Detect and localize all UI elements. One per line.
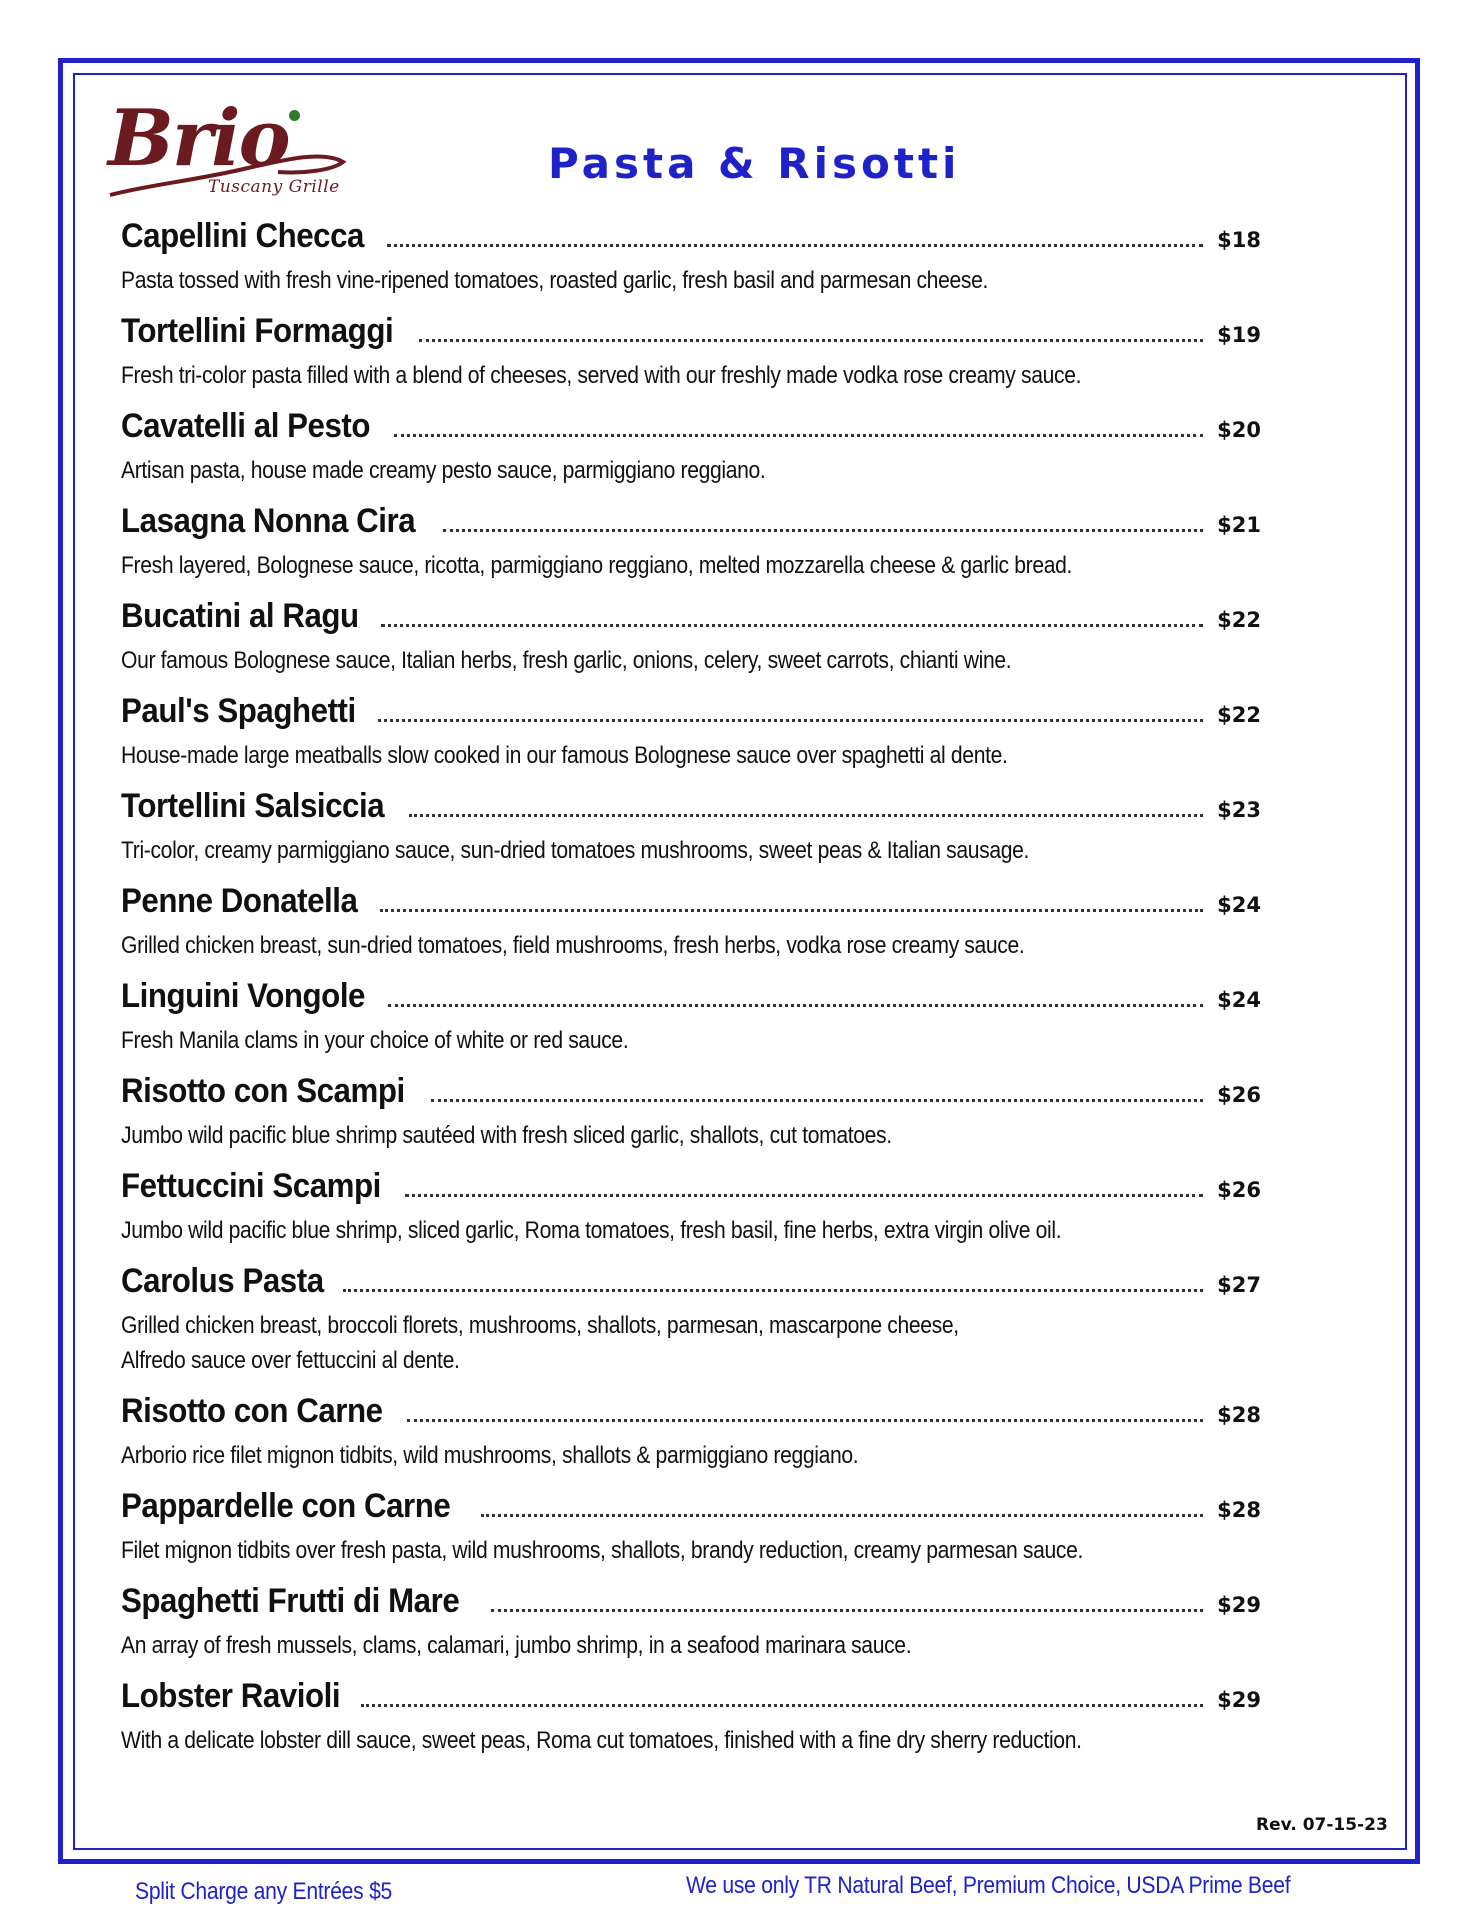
logo-subtitle: Tuscany Grille: [208, 177, 340, 197]
menu-item-header: [121, 882, 1261, 928]
menu-item-header: [121, 1072, 1261, 1118]
menu-item-price: $28: [1217, 1403, 1261, 1427]
brio-logo: [108, 93, 348, 205]
dot-leader: [481, 1514, 1203, 1517]
dot-leader: [387, 244, 1203, 247]
menu-item-price: $22: [1217, 703, 1261, 727]
menu-item-price: $29: [1217, 1688, 1261, 1712]
menu-item-name: Lasagna Nonna Cira: [121, 502, 416, 540]
dot-leader: [378, 719, 1203, 722]
dot-leader: [491, 1609, 1203, 1612]
menu-item-price: $22: [1217, 608, 1261, 632]
dot-leader: [343, 1289, 1203, 1292]
menu-item-price: $27: [1217, 1273, 1261, 1297]
footer-split-charge: Split Charge any Entrées $5: [135, 1878, 393, 1905]
menu-item-price: $23: [1217, 798, 1261, 822]
menu-item-price: $26: [1217, 1178, 1261, 1202]
dot-leader: [361, 1704, 1203, 1707]
menu-item-description: Alfredo sauce over fettuccini al dente.: [121, 1347, 460, 1374]
menu-item-description: Jumbo wild pacific blue shrimp, sliced garlic, Roma tomatoes, fresh basil, fine herbs, extra virgin olive oil.: [121, 1217, 1062, 1244]
menu-item-description: Grilled chicken breast, sun-dried tomatoes, field mushrooms, fresh herbs, vodka rose creamy sauce.: [121, 932, 1025, 959]
menu-item-header: [121, 312, 1261, 358]
menu-item: [121, 692, 1261, 787]
menu-item: [121, 312, 1261, 407]
dot-leader: [388, 1004, 1203, 1007]
menu-item-description: Grilled chicken breast, broccoli florets, mushrooms, shallots, parmesan, mascarpone cheese,: [121, 1312, 959, 1339]
menu-item-description: Fresh Manila clams in your choice of white or red sauce.: [121, 1027, 629, 1054]
menu-item-name: Tortellini Formaggi: [121, 312, 394, 350]
menu-item-header: [121, 1677, 1261, 1723]
menu-item-header: [121, 407, 1261, 453]
menu-item-header: [121, 1487, 1261, 1533]
logo-wordmark: Brio: [108, 93, 289, 184]
menu-item-name: Cavatelli al Pesto: [121, 407, 371, 445]
menu-item-header: [121, 597, 1261, 643]
menu-item-name: Penne Donatella: [121, 882, 358, 920]
menu-item: [121, 787, 1261, 882]
menu-item-name: Capellini Checca: [121, 217, 364, 255]
menu-item-header: [121, 217, 1261, 263]
menu-item-price: $29: [1217, 1593, 1261, 1617]
menu-item-header: [121, 1262, 1261, 1308]
dot-leader: [409, 814, 1203, 817]
menu-item-price: $20: [1217, 418, 1261, 442]
menu-item-header: [121, 787, 1261, 833]
menu-item-name: Risotto con Scampi: [121, 1072, 405, 1110]
menu-item-name: Tortellini Salsiccia: [121, 787, 385, 825]
menu-item-name: Fettuccini Scampi: [121, 1167, 381, 1205]
menu-item-description: Artisan pasta, house made creamy pesto sauce, parmiggiano reggiano.: [121, 457, 766, 484]
menu-item-header: [121, 1167, 1261, 1213]
menu-item: [121, 502, 1261, 597]
menu-item-description: Tri-color, creamy parmiggiano sauce, sun-dried tomatoes mushrooms, sweet peas & Italian sausage.: [121, 837, 1030, 864]
menu-item-description: An array of fresh mussels, clams, calamari, jumbo shrimp, in a seafood marinara sauce.: [121, 1632, 912, 1659]
menu-item-name: Paul's Spaghetti: [121, 692, 356, 730]
menu-item: [121, 1262, 1261, 1392]
menu-item-description: Pasta tossed with fresh vine-ripened tomatoes, roasted garlic, fresh basil and parmesan cheese.: [121, 267, 988, 294]
menu-item-description: Filet mignon tidbits over fresh pasta, wild mushrooms, shallots, brandy reduction, creamy parmesan sauce.: [121, 1537, 1084, 1564]
menu-item: [121, 407, 1261, 502]
menu-item: [121, 1167, 1261, 1262]
footer-beef-note: We use only TR Natural Beef, Premium Choice, USDA Prime Beef: [686, 1872, 1291, 1899]
menu-item: [121, 1582, 1261, 1677]
menu-item-description: Arborio rice filet mignon tidbits, wild mushrooms, shallots & parmiggiano reggiano.: [121, 1442, 859, 1469]
menu-item-name: Spaghetti Frutti di Mare: [121, 1582, 460, 1620]
menu-item-name: Risotto con Carne: [121, 1392, 383, 1430]
dot-leader: [407, 1419, 1203, 1422]
menu-item-description: Fresh tri-color pasta filled with a blend of cheeses, served with our freshly made vodka rose creamy sauce.: [121, 362, 1082, 389]
page-title: Pasta & Risotti: [548, 139, 961, 188]
menu-item-name: Lobster Ravioli: [121, 1677, 341, 1715]
menu-item-header: [121, 1582, 1261, 1628]
menu-list: [121, 217, 1261, 1772]
menu-item-name: Carolus Pasta: [121, 1262, 324, 1300]
dot-leader: [405, 1194, 1203, 1197]
menu-item: [121, 1487, 1261, 1582]
menu-item-header: [121, 1392, 1261, 1438]
dot-leader: [443, 529, 1203, 532]
dot-leader: [381, 624, 1203, 627]
menu-item-description: With a delicate lobster dill sauce, sweet peas, Roma cut tomatoes, finished with a fine dry sherry reduction.: [121, 1727, 1082, 1754]
menu-item-description: Fresh layered, Bolognese sauce, ricotta, parmiggiano reggiano, melted mozzarella cheese & garlic bread.: [121, 552, 1073, 579]
menu-item: [121, 882, 1261, 977]
menu-item-price: $19: [1217, 323, 1261, 347]
menu-item: [121, 1392, 1261, 1487]
menu-item-name: Linguini Vongole: [121, 977, 366, 1015]
menu-item: [121, 1072, 1261, 1167]
menu-item-description: Our famous Bolognese sauce, Italian herbs, fresh garlic, onions, celery, sweet carrots, chianti wine.: [121, 647, 1012, 674]
menu-item: [121, 217, 1261, 312]
menu-item: [121, 597, 1261, 692]
menu-item-price: $26: [1217, 1083, 1261, 1107]
menu-item-name: Bucatini al Ragu: [121, 597, 359, 635]
dot-leader: [431, 1099, 1203, 1102]
menu-item-price: $21: [1217, 513, 1261, 537]
dot-leader: [380, 909, 1203, 912]
menu-item-header: [121, 502, 1261, 548]
menu-item: [121, 977, 1261, 1072]
menu-item-description: Jumbo wild pacific blue shrimp sautéed with fresh sliced garlic, shallots, cut tomatoes.: [121, 1122, 892, 1149]
menu-item-price: $24: [1217, 893, 1261, 917]
menu-item-header: [121, 692, 1261, 738]
menu-item-price: $18: [1217, 228, 1261, 252]
menu-item-header: [121, 977, 1261, 1023]
menu-item-name: Pappardelle con Carne: [121, 1487, 451, 1525]
logo-dot-icon: [289, 110, 300, 121]
menu-item-price: $28: [1217, 1498, 1261, 1522]
menu-item-description: House-made large meatballs slow cooked in our famous Bolognese sauce over spaghetti al dente.: [121, 742, 1008, 769]
revision-date: Rev. 07-15-23: [1256, 1815, 1388, 1835]
menu-item: [121, 1677, 1261, 1772]
dot-leader: [419, 339, 1203, 342]
menu-item-price: $24: [1217, 988, 1261, 1012]
dot-leader: [394, 434, 1203, 437]
